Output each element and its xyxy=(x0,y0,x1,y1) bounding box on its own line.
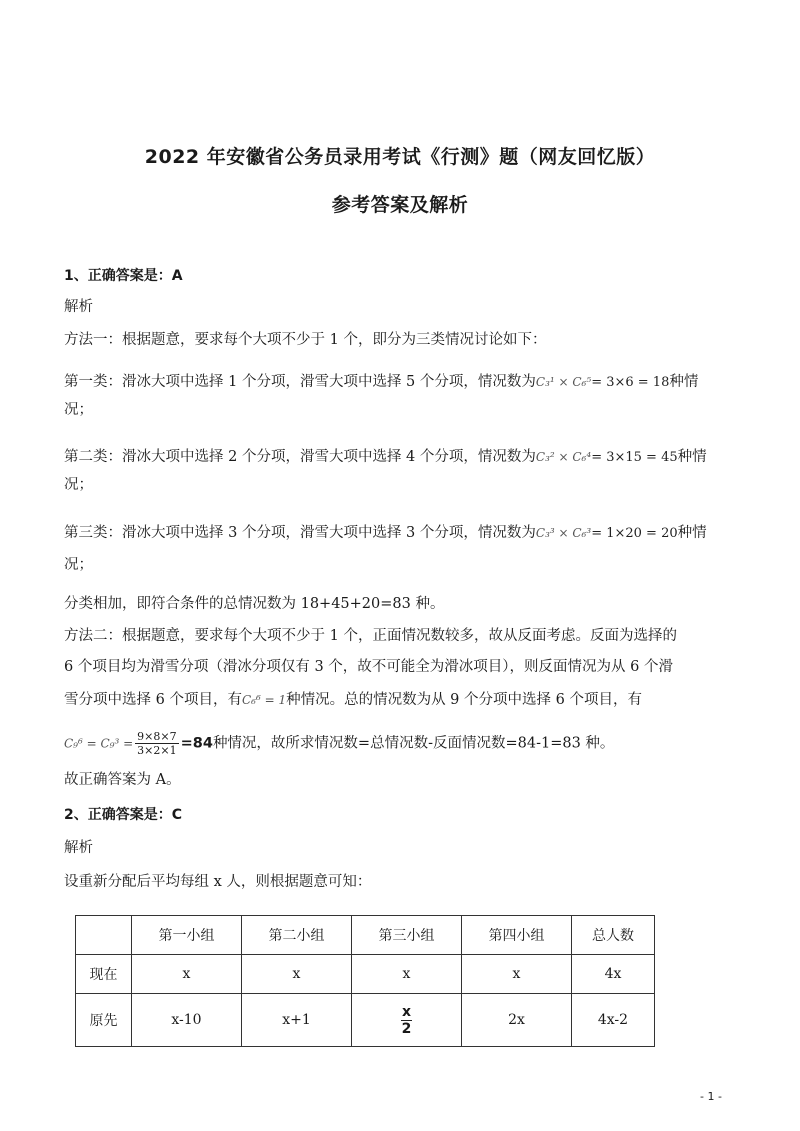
table-header-cell: 总人数 xyxy=(571,916,654,955)
case1-result: = 3×6 = 18 xyxy=(591,375,670,390)
q1-case3 xyxy=(64,523,744,544)
table-header-cell: 第一小组 xyxy=(131,916,241,955)
q1-case1 xyxy=(64,372,744,393)
page-number: - 1 - xyxy=(700,1090,722,1103)
m2-frac-denominator: 3×2×1 xyxy=(137,744,177,757)
table-cell: 原先 xyxy=(76,994,132,1047)
case3-result: = 1×20 = 20 xyxy=(591,526,678,541)
m2-l3-text-a: 雪分项中选择 6 个项目，有 xyxy=(64,692,242,708)
case3-formula: C₃³ × C₆³ xyxy=(535,526,592,540)
fraction xyxy=(401,1004,412,1037)
m2-frac-numerator: 9×8×7 xyxy=(137,730,177,743)
table-cell: x xyxy=(131,955,241,994)
case3-tail: 种情 xyxy=(677,525,707,541)
table-cell: 2x xyxy=(461,994,571,1047)
m2-l4-tail: 种情况，故所求情况数=总情况数-反面情况数=84-1=83 种。 xyxy=(212,735,615,752)
table-row xyxy=(76,955,655,994)
q1-conclusion: 故正确答案为 A。 xyxy=(64,772,181,788)
m2-l3-text-b: 种情况。总的情况数为从 9 个分项中选择 6 个项目，有 xyxy=(286,692,642,708)
document-title: 2022 年安徽省公务员录用考试《行测》题（网友回忆版） xyxy=(144,146,656,168)
fraction-denominator: 2 xyxy=(401,1020,412,1037)
table-cell: x xyxy=(461,955,571,994)
table-cell: x xyxy=(241,955,351,994)
table-header-cell: 第二小组 xyxy=(241,916,351,955)
q2-heading: 2、正确答案是：C xyxy=(64,807,183,823)
case3-continuation: 况； xyxy=(64,557,93,573)
table-cell: x xyxy=(351,955,461,994)
table-cell: x+1 xyxy=(241,994,351,1047)
q1-method2-line1: 方法二：根据题意，要求每个大项不少于 1 个，正面情况数较多，故从反面考虑。反面为选择的 xyxy=(64,628,677,644)
case1-tail: 种情 xyxy=(669,374,699,390)
q1-analysis-label: 解析 xyxy=(64,299,93,315)
fraction-numerator: x xyxy=(401,1003,411,1020)
case2-formula: C₃² × C₆⁴ xyxy=(535,450,592,464)
case2-text: 第二类：滑冰大项中选择 2 个分项，滑雪大项中选择 4 个分项，情况数为 xyxy=(64,449,536,465)
document-subtitle: 参考答案及解析 xyxy=(331,194,469,216)
case1-text: 第一类：滑冰大项中选择 1 个分项，滑雪大项中选择 5 个分项，情况数为 xyxy=(64,374,536,390)
q2-analysis-label: 解析 xyxy=(64,840,93,856)
table-row xyxy=(76,994,655,1047)
table-cell: 4x xyxy=(571,955,654,994)
m2-fraction xyxy=(135,730,178,757)
q1-method2-line2: 6 个项目均为滑雪分项（滑冰分项仅有 3 个，故不可能全为滑冰项目），则反面情况为从 6 个滑 xyxy=(64,659,673,675)
q1-heading: 1、正确答案是：A xyxy=(64,268,183,284)
case3-text: 第三类：滑冰大项中选择 3 个分项，滑雪大项中选择 3 个分项，情况数为 xyxy=(64,525,536,541)
q1-sum: 分类相加，即符合条件的总情况数为 18+45+20=83 种。 xyxy=(64,596,445,612)
case2-tail: 种情 xyxy=(677,449,707,465)
q1-method2-line4 xyxy=(64,730,744,757)
m2-l4-formula: C₉⁶ = C₉³ = xyxy=(64,736,134,751)
table-cell: x-10 xyxy=(131,994,241,1047)
table-cell: 现在 xyxy=(76,955,132,994)
m2-l4-result: =84 xyxy=(180,735,213,752)
table-header-cell: 第三小组 xyxy=(351,916,461,955)
table-header-row xyxy=(76,916,655,955)
table-header-cell xyxy=(76,916,132,955)
q1-case2 xyxy=(64,447,744,468)
case1-continuation: 况； xyxy=(64,402,93,418)
table-cell: 4x-2 xyxy=(571,994,654,1047)
m2-l3-formula: C₆⁶ = 1 xyxy=(241,693,287,707)
q1-method2-line3 xyxy=(64,690,744,710)
group-table xyxy=(75,915,655,1047)
q2-intro: 设重新分配后平均每组 x 人，则根据题意可知： xyxy=(64,874,372,890)
case2-continuation: 况； xyxy=(64,477,93,493)
table-header-cell: 第四小组 xyxy=(461,916,571,955)
case1-formula: C₃¹ × C₆⁵ xyxy=(535,375,592,389)
table-cell-fraction xyxy=(351,994,461,1047)
q1-method1-intro: 方法一：根据题意，要求每个大项不少于 1 个，即分为三类情况讨论如下： xyxy=(64,332,547,348)
case2-result: = 3×15 = 45 xyxy=(591,450,678,465)
